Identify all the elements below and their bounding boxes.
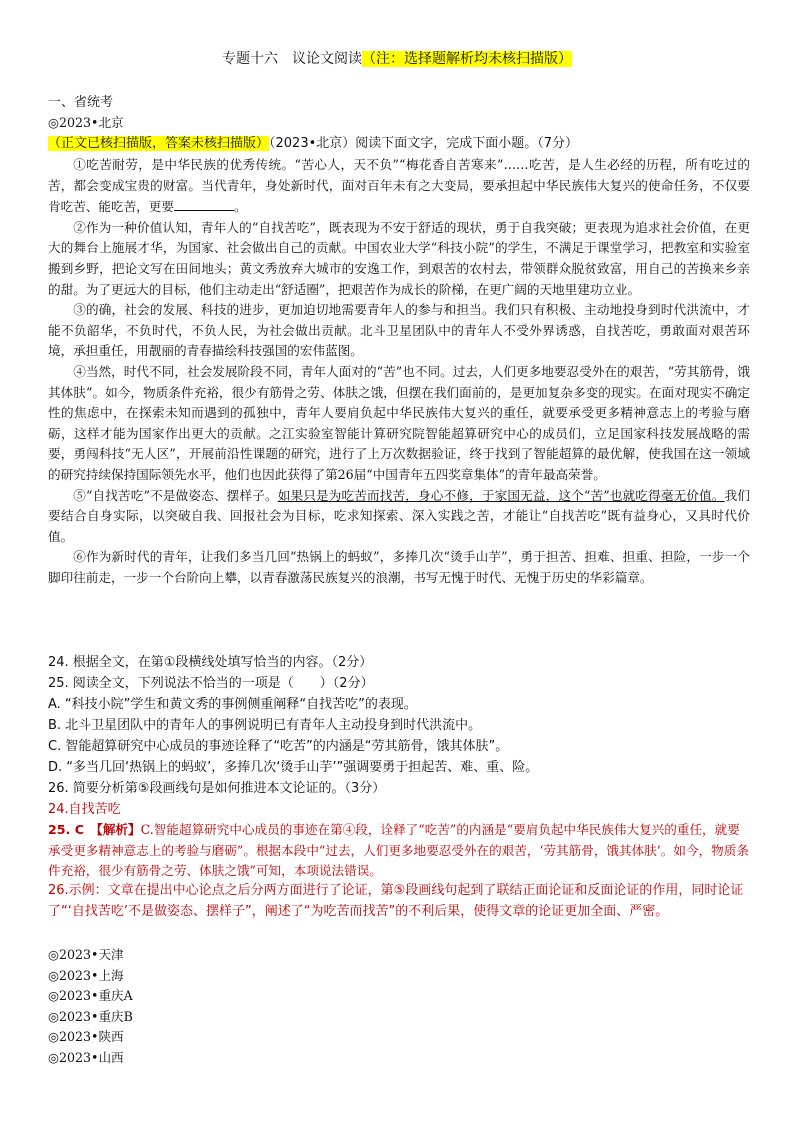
answer-25 bbox=[48, 820, 750, 882]
option-b: B. 北斗卫星团队中的青年人的事例说明已有青年人主动投身到时代洪流中。 bbox=[48, 718, 482, 733]
source-chongqing-b: ◎2023•重庆B bbox=[48, 1008, 133, 1024]
answer-26: 26.示例：文章在提出中心论点之后分两方面进行了论证，第⑤段画线句起到了联结正面论证和反面论证的作用，同时论证了“‘自找苦吃’不是做姿态、摆样子”，阐述了“为吃苦而找苦”的不利后果，使得文章的论证更加全面、严密。 bbox=[48, 883, 744, 919]
passage-paragraph-5: ⑤“自找苦吃”不是做姿态、摆样子。如果只是为吃苦而找苦，身心不修，于家国无益，这个“苦”也就吃得毫无价值。我们要结合自身实际，以突破自我、回报社会为目标，吃求知探索、深入实践之苦，才能让“自找苦吃”既有益身心，又具时代价值。 bbox=[48, 487, 750, 544]
source-chongqing-a: ◎2023•重庆A bbox=[48, 988, 133, 1004]
source-shaanxi: ◎2023•陕西 bbox=[48, 1029, 124, 1045]
passage-paragraph-1: ①吃苦耐劳，是中华民族的优秀传统。“苦心人，天不负”“梅花香自苦寒来”……吃苦，是人生必经的历程，所有吃过的苦，都会变成宝贵的财富。当代青年，身处新时代，面对百年未有之大变局，要承担起中华民族伟大复兴的使命任务，不仅要肯吃苦、能吃苦，更要 。 bbox=[48, 157, 750, 215]
passage-paragraph-4: ④当然，时代不同，社会发展阶段不同，青年人面对的“苦”也不同。过去，人们更多地要忍受外在的艰苦，“劳其筋骨，饿其体肤”。如今，物质条件充裕，很少有筋骨之劳、体肤之饿，但摆在我们面前的，是更加复杂多变的现实。在面对现实不确定性的焦虑中，在探索未知而遇到的孤独中，青年人要肩负起中华民族伟大复兴的重任，就要承受更多精神意志上的考验与磨砺，这样才能为国家作出更大的贡献。之江实验室智能计算研究院智能超算研究中心的成员们，立足国家科技发展战略的需要，勇闯科技“无人区”，开展前沿性课题的研究，进行了上万次数据验证，终于找到了智能超算的最优解，使我国在这一领域的研究持续保持国际领先水平，他们也因此获得了第26届“中国青年五四奖章集体”的青年最高荣誉。 bbox=[48, 363, 750, 482]
answer-25-head: 25. C 【解析】 bbox=[48, 822, 141, 837]
answer-25-analysis: C.智能超算研究中心成员的事迹在第④段，诠释了“吃苦”的内涵是“要肩负起中华民族伟大复兴的重任，就要承受更多精神意志上的考验与磨砺”。根据本段中“过去，人们更多地要忍受外在的艰苦，‘劳其筋骨，饿其体肤’。如今，物质条件充裕，很少有筋骨之劳、体肤之饿”可知，本项说法错误。 bbox=[48, 822, 749, 879]
source-shanghai: ◎2023•上海 bbox=[48, 967, 124, 983]
option-a: A. “科技小院”学生和黄文秀的事例侧重阐释“自找苦吃”的表现。 bbox=[48, 697, 417, 712]
question-25: 25. 阅读全文，下列说法不恰当的一项是（ ）（2分） bbox=[48, 676, 374, 691]
questions bbox=[48, 652, 750, 799]
source-tianjin: ◎2023•天津 bbox=[48, 947, 124, 962]
title-note: （注：选择题解析均未核扫描版） bbox=[362, 51, 572, 67]
title-main: 专题十六 议论文阅读 bbox=[222, 51, 362, 67]
passage-paragraph-3: ③的确，社会的发展、科技的进步，更加迫切地需要青年人的参与和担当。我们只有积极、主动地投身到时代洪流中，才能不负韶华，不负时代，不负人民，为社会做出贡献。北斗卫星团队中的青年人不受外界诱惑，自找苦吃，勇敢面对艰苦环境，承担重任，用靓丽的青春描绘科技强国的宏伟蓝图。 bbox=[48, 302, 750, 359]
passage-paragraph-6: ⑥作为新时代的青年，让我们多当几回“热锅上的蚂蚁”，多捧几次“烫手山芋”，勇于担苦、担难、担重、担险，一步一个脚印往前走，一步一个台阶向上攀，以青春激荡民族复兴的浪潮，书写无愧于时代、无愧于历史的华彩篇章。 bbox=[48, 549, 750, 585]
passage-paragraph-2: ②作为一种价值认知，青年人的“自找苦吃”，既表现为不安于舒适的现状，勇于自我突破；更表现为追求社会价值，在更大的舞台上施展才华，为国家、社会做出自己的贡献。中国农业大学“科技小院”的学生，不满足于课堂学习，把教室和实验室搬到乡野，把论文写在田间地头；黄文秀放弃大城市的安逸工作，到艰苦的农村去，带领群众脱贫致富，用自己的苦换来乡亲的甜。为了更远大的目标，他们主动走出“舒适圈”，把艰苦作为成长的阶梯，在更广阔的天地里建功立业。 bbox=[48, 219, 750, 297]
question-26: 26. 简要分析第⑤段画线句是如何推进本文论证的。（3分） bbox=[48, 781, 386, 796]
intro-line bbox=[48, 133, 750, 154]
option-d: D. “多当几回‘热锅上的蚂蚁’，多捧几次‘烫手山芋’”强调要勇于担起苦、难、重、险。 bbox=[48, 760, 539, 775]
source-shanxi: ◎2023•山西 bbox=[48, 1049, 124, 1065]
section-heading: 一、省统考 bbox=[48, 95, 114, 110]
question-24: 24. 根据全文，在第①段横线处填写恰当的内容。（2分） bbox=[48, 655, 373, 670]
reading-passage bbox=[48, 155, 750, 588]
underlined-sentence: 如果只是为吃苦而找苦，身心不修，于家国无益，这个“苦”也就吃得毫无价值。 bbox=[277, 487, 725, 503]
fill-in-blank bbox=[174, 196, 234, 211]
source-list bbox=[48, 945, 750, 1069]
source-label: ◎2023•北京 bbox=[48, 115, 124, 130]
answer-24: 24.自找苦吃 bbox=[48, 802, 121, 817]
page-title bbox=[0, 48, 794, 70]
scan-status-tag: （正文已核扫描版，答案未核扫描版） bbox=[48, 136, 270, 151]
option-c: C. 智能超算研究中心成员的事迹诠释了“吃苦”的内涵是“劳其筋骨，饿其体肤”。 bbox=[48, 739, 509, 754]
intro-text: （2023•北京）阅读下面文字，完成下面小题。（7分） bbox=[269, 136, 579, 151]
